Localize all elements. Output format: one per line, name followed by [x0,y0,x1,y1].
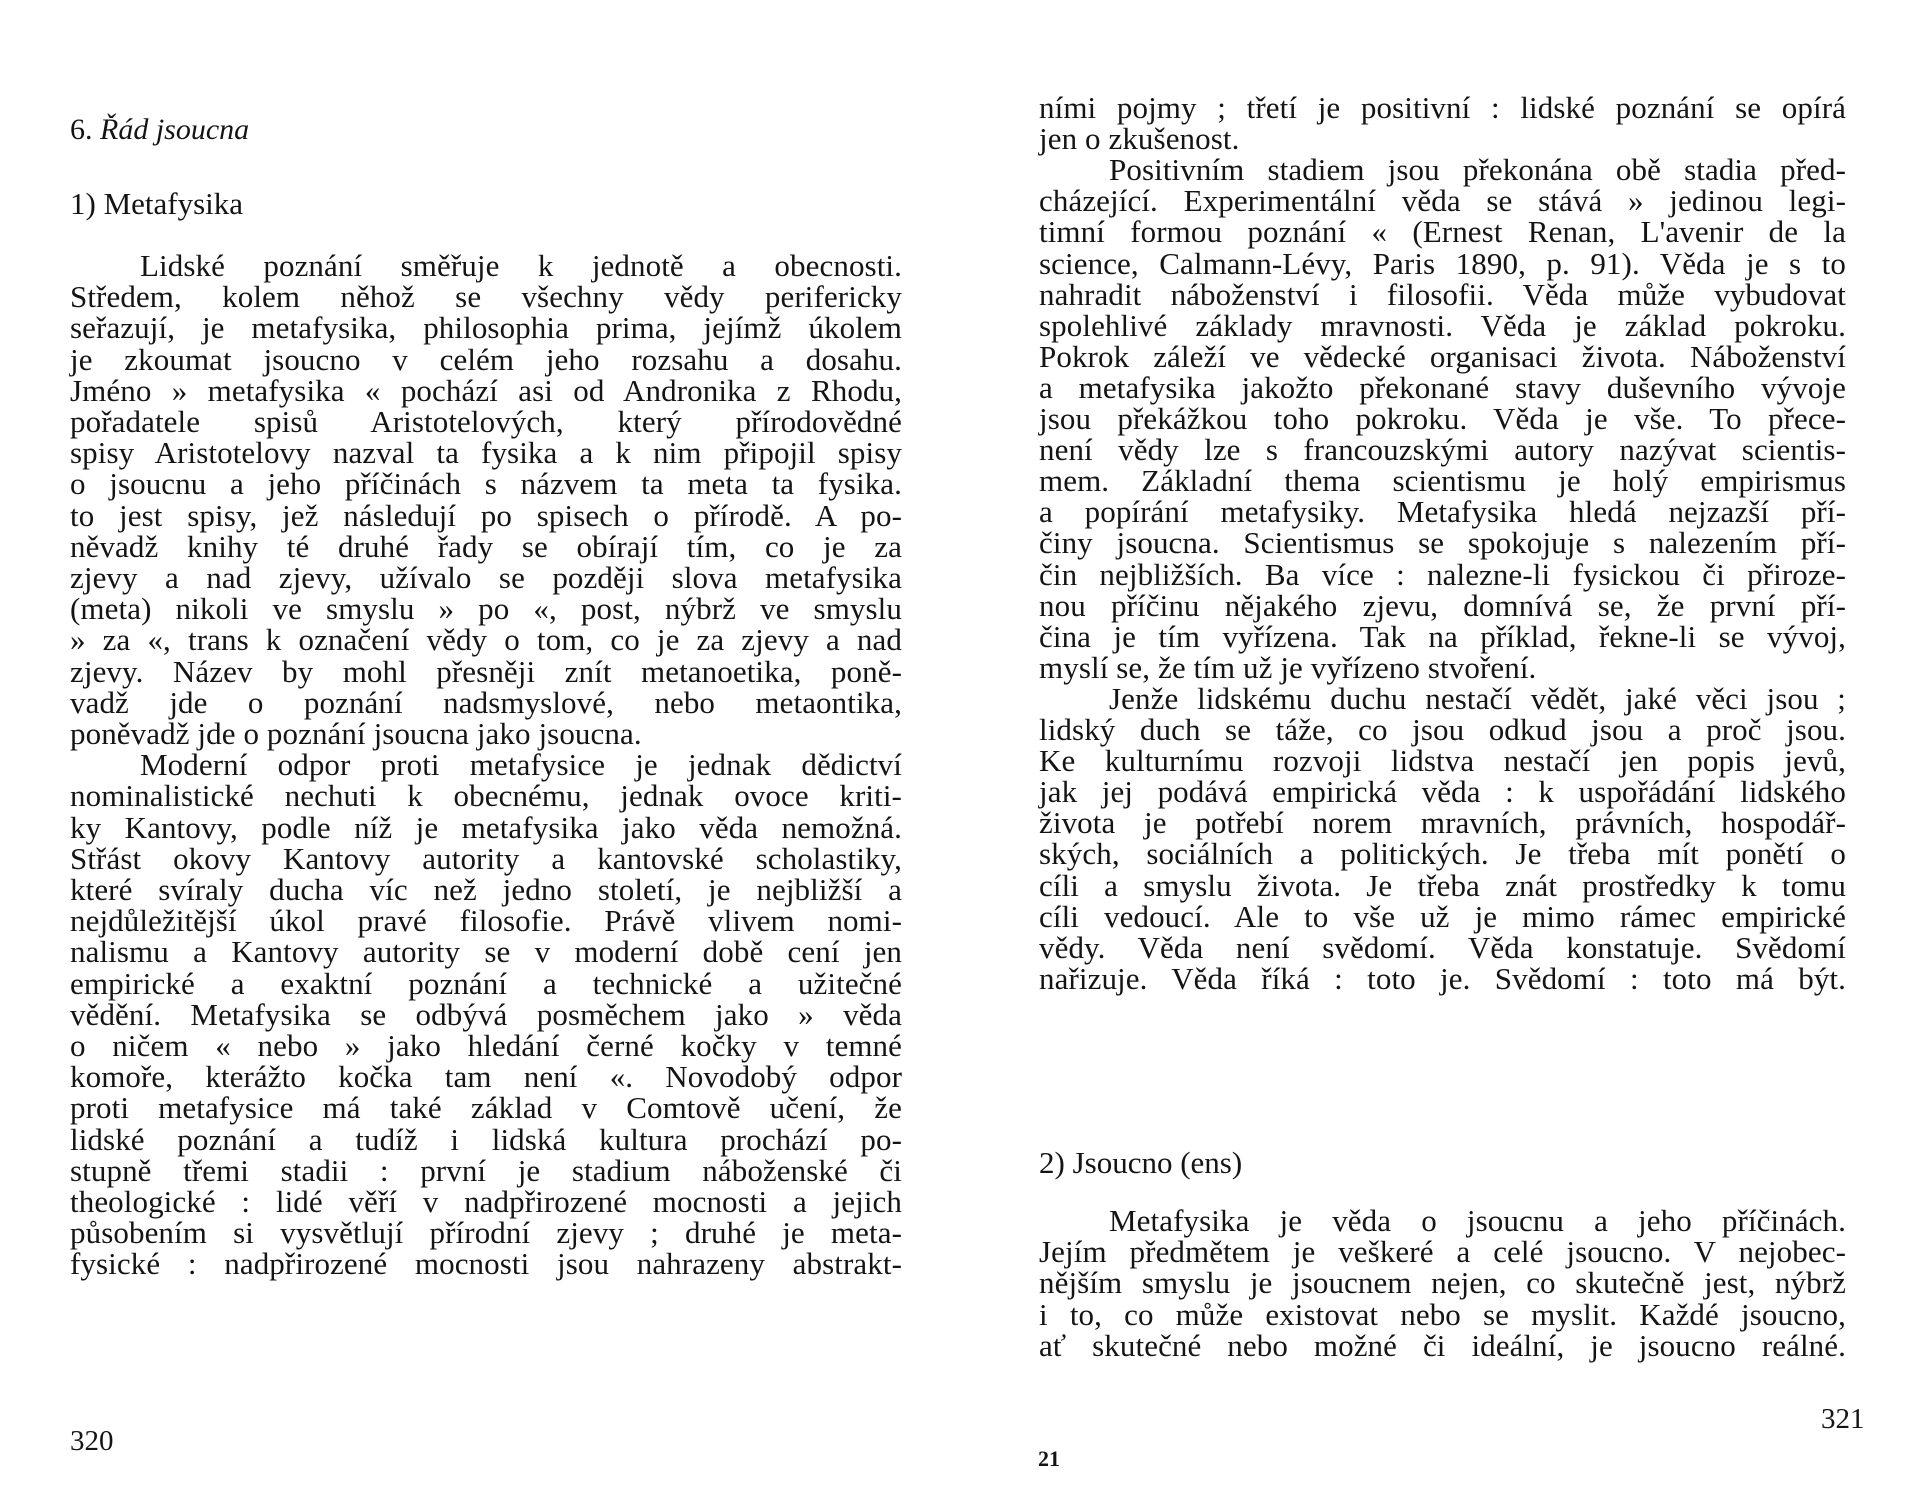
text-line: theologické : lidé věří v nadpřirozené mocnosti a jejich [70,1184,902,1219]
text-line: spolehlivé základy mravnosti. Věda je základ pokroku. [1039,307,1846,343]
text-line: vědy. Věda není svědomí. Věda konstatuje. Svědomí [1039,929,1846,965]
chapter-heading-text: 6. Řád jsoucna [70,113,250,146]
signature-mark: 21 [1038,1446,1060,1471]
text-line: čin nejbližších. Ba více : nalezne-li fysickou či přiroze- [1039,556,1846,592]
text-line: cíli vedoucí. Ale to vše už je mimo rámec empirické [1039,898,1846,934]
text-line: a popírání metafysiky. Metafysika hledá nejzazší pří- [1039,494,1846,530]
page-number: 321 [1821,1403,1865,1435]
text-line: Jenže lidskému duchu nestačí vědět, jaké věci jsou ; [1109,680,1846,716]
text-line: to jest spisy, jež následují po spisech o přírodě. A po- [70,497,902,533]
text-line: něvadž knihy té druhé řady se obírají tím, co je za [70,528,902,564]
text-line: ními pojmy ; třetí je positivní : lidské poznání se opírá [1039,90,1846,125]
text-line: ky Kantovy, podle níž je metafysika jako věda nemožná. [70,809,902,845]
text-line: science, Calmann-Lévy, Paris 1890, p. 91). Věda je s to [1039,245,1846,281]
text-line: nařizuje. Věda říká : toto je. Svědomí : toto má být. [1039,960,1846,996]
text-line: stupně třemi stadii : první je stadium náboženské či [70,1152,902,1188]
chapter-heading [70,112,249,148]
text-line: které svíraly ducha víc než jedno století, je nejbližší a [70,872,902,907]
text-line: Střást okovy Kantovy autority a kantovské scholastiky, [70,840,902,876]
text-line: o ničem « nebo » jako hledání černé kočky v temné [70,1028,902,1063]
text-line: seřazují, je metafysika, philosophia prima, jejímž úkolem [70,310,902,346]
text-line: zjevy. Název by mohl přesněji znít metanoetika, poně- [70,653,902,689]
text-line: není vědy lze s francouzskými autory nazývat scientis- [1039,432,1846,468]
text-line: komoře, kterážto kočka tam není «. Novodobý odpor [70,1059,902,1095]
text-line: jak jej podává empirická věda : k uspořádání lidského [1039,774,1846,810]
text-line: jsou překážkou toho pokroku. Věda je vše. To přece- [1039,401,1846,436]
text-line: vadž jde o poznání nadsmyslové, nebo metaontika, [70,684,902,720]
text-line: Jejím předmětem je veškeré a celé jsoucno. V nejobec- [1039,1234,1846,1270]
text-line: Metafysika je věda o jsoucnu a jeho příčinách. [1109,1203,1846,1238]
text-line: poněvadž jde o poznání jsoucna jako jsoucna. [70,716,642,751]
text-line: Positivním stadiem jsou překonána obě stadia před- [1109,152,1846,188]
text-line: lidský duch se táže, co jsou odkud jsou a proč jsou. [1039,712,1846,747]
page-number: 320 [70,1425,114,1457]
section-heading: 2) Jsoucno (ens) [1039,1145,1243,1180]
text-line: nalismu a Kantovy autority se v moderní době cení jen [70,934,902,970]
text-line: života je potřebí norem mravních, právních, hospodář- [1039,805,1846,841]
text-line: Jméno » metafysika « pochází asi od Andronika z Rhodu, [70,372,902,408]
text-line: fysické : nadpřirozené mocnosti jsou nahrazeny abstrakt- [70,1246,902,1282]
text-line: cíli a smyslu života. Je třeba znát prostředky k tomu [1039,867,1846,903]
text-line: čina je tím vyřízena. Tak na příklad, řekne-li se vývoj, [1039,618,1846,654]
text-line: působením si vysvětlují přírodní zjevy ; druhé je meta- [70,1215,902,1251]
text-line: nějším smyslu je jsoucnem nejen, co skutečně jest, nýbrž [1039,1265,1846,1301]
text-line: Středem, kolem něhož se všechny vědy perifericky [70,279,902,315]
text-line: nejdůležitější úkol pravé filosofie. Právě vlivem nomi- [70,903,902,939]
text-line: myslí se, že tím už je vyřízeno stvoření. [1039,649,1537,685]
text-line: je zkoumat jsoucno v celém jeho rozsahu a dosahu. [70,341,902,377]
text-line: a metafysika jakožto překonané stavy duševního vývoje [1039,369,1846,405]
text-line: cházející. Experimentální věda se stává » jedinou legi- [1039,183,1846,219]
text-line: nou příčinu nějakého zjevu, domnívá se, že první pří- [1039,587,1846,623]
text-line: lidské poznání a tudíž i lidská kultura prochází po- [70,1121,902,1157]
text-line: i to, co může existovat nebo se myslit. Každé jsoucno, [1039,1296,1846,1332]
section-heading: 1) Metafysika [70,186,244,221]
text-line: o jsoucnu a jeho příčinách s názvem ta meta ta fysika. [70,466,902,502]
text-line: ať skutečné nebo možné či ideální, je jsoucno reálné. [1039,1327,1846,1363]
right-page [959,0,1918,1500]
text-line: empirické a exaktní poznání a technické a užitečné [70,965,902,1001]
text-line: spisy Aristotelovy nazval ta fysika a k nim připojil spisy [70,435,902,471]
text-line: Lidské poznání směřuje k jednotě a obecnosti. [140,248,902,283]
text-line: ských, sociálních a politických. Je třeba mít ponětí o [1039,836,1846,872]
text-line: nahradit náboženství i filosofii. Věda může vybudovat [1039,276,1846,312]
text-line: » za «, trans k označení vědy o tom, co je za zjevy a nad [70,622,902,658]
text-line: vědění. Metafysika se odbývá posměchem jako » věda [70,996,902,1032]
text-line: pořadatele spisů Aristotelových, který přírodovědné [70,404,902,439]
text-line: jen o zkušenost. [1039,121,1240,157]
text-line: zjevy a nad zjevy, užívalo se později slova metafysika [70,560,902,595]
text-line: nominalistické nechuti k obecnému, jednak ovoce kriti- [70,778,902,814]
text-line: timní formou poznání « (Ernest Renan, L'avenir de la [1039,214,1846,250]
text-line: činy jsoucna. Scientismus se spokojuje s nalezením pří- [1039,525,1846,561]
text-line: Ke kulturnímu rozvoji lidstva nestačí jen popis jevů, [1039,743,1846,779]
text-line: mem. Základní thema scientismu je holý empirismus [1039,463,1846,499]
text-line: Pokrok záleží ve vědecké organisaci života. Náboženství [1039,338,1846,374]
text-line: (meta) nikoli ve smyslu » po «, post, nýbrž ve smyslu [70,591,902,627]
text-line: Moderní odpor proti metafysice je jednak dědictví [140,747,902,783]
text-line: proti metafysice má také základ v Comtově učení, že [70,1090,902,1126]
